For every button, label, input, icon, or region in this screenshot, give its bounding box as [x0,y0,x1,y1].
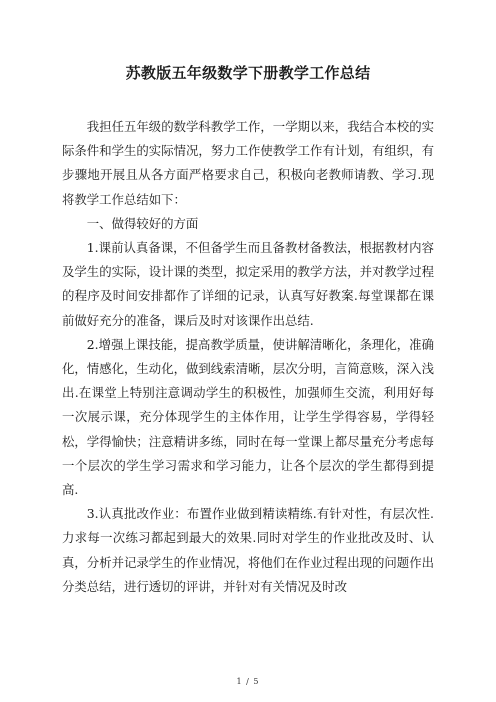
paragraph-1: 1.课前认真备课，不但备学生而且备教材备教法，根据教材内容及学生的实际，设计课的类型，拟定采用的教学方法，并对教学过程的程序及时间安排都作了详细的记录，认真写好教案.每堂课都在课前做好充分的准备，课后及时对该课作出总结. [62,240,434,328]
page-number: 1 / 5 [236,677,260,686]
document-body [62,115,434,599]
document-title: 苏教版五年级数学下册教学工作总结 [125,64,371,82]
paragraph-intro: 我担任五年级的数学科教学工作，一学期以来，我结合本校的实际条件和学生的实际情况，努力工作使教学工作有计划，有组织，有步骤地开展且从各方面严格要求自己，积极向老教师请教、学习.现将教学工作总结如下： [62,119,434,207]
paragraph-2: 2.增强上课技能，提高教学质量，使讲解清晰化，条理化，准确化，情感化，生动化，做到线索清晰，层次分明，言简意赅，深入浅出.在课堂上特别注意调动学生的积极性，加强师生交流，利用好每一次展示课，充分体现学生的主体作用，让学生学得容易，学得轻松，学得愉快；注意精讲多练，同时在每一堂课上都尽量充分考虑每一个层次的学生学习需求和学习能力，让各个层次的学生都得到提高. [62,336,434,498]
section-heading: 一、做得较好的方面 [86,215,199,231]
paragraph-3: 3.认真批改作业：布置作业做到精读精练.有针对性，有层次性.力求每一次练习都起到最大的效果.同时对学生的作业批改及时、认真，分析并记录学生的作业情况，将他们在作业过程出现的问题作出分类总结，进行透切的评讲，并针对有关情况及时改 [62,506,434,594]
